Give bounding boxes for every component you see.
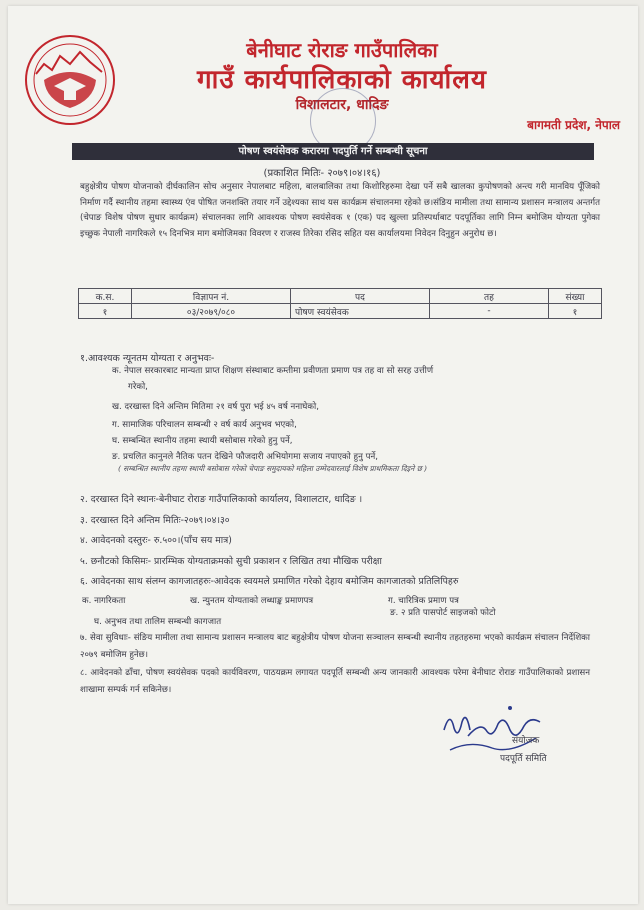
cell-ad-no: ०३/२०७९/०८० [132,304,291,319]
office-name-line1: बेनीघाट रोराङ गाउँपालिका [246,38,438,62]
cell-level: - [430,304,549,319]
selection-method: ५. छनौटको किसिमः- प्रारम्भिक योग्यताक्रमको सुची प्रकाशन र लिखित तथा मौखिक परीक्षा [80,556,382,567]
col-header-level: तह [430,289,549,304]
published-date: (प्रकाशित मितिः- २०७९।०४।१६) [263,168,381,179]
col-header-post: पद [291,289,430,304]
requirement-item: ख. दरखास्त दिने अन्तिम मितिमा २१ वर्ष पुरा भई ४५ वर्ष ननाघेको, [112,402,319,412]
signatory-role: संयोजक [512,736,540,746]
requirement-item: गरेको, [128,382,148,392]
requirements-note: ( सम्बन्धित स्थानीय तहमा स्थायी बसोबास गरेको चेपाङ समुदायको महिला उम्मेदवारलाई विशेष प्राथमिकता दिइने छ ) [118,464,428,473]
table-header-row [79,289,602,304]
document-item: ग. चारित्रिक प्रमाण पत्र [388,596,459,606]
document-item: घ. अनुभव तथा तालिम सम्बन्धी कागजात [94,617,222,627]
requirement-item: क. नेपाल सरकारबाट मान्यता प्राप्त शिक्षण संस्थाबाट कम्तीमा प्रवीणता प्रमाण पत्र तह वा सो सरह उत्तीर्ण [112,366,434,376]
col-header-count: संख्या [549,289,602,304]
document-item: ख. न्युनतम योग्यताको लब्धाङ्क प्रमाणपत्र [190,596,314,606]
col-header-sn: क.स. [79,289,132,304]
requirements-heading: १.आवश्यक न्यूनतम योग्यता र अनुभवः- [80,353,215,364]
document-item: क. नागरिकता [82,596,126,606]
vacancy-table [78,288,602,319]
document-item: ङ. २ प्रति पासपोर्ट साइजको फोटो [390,608,496,618]
application-place: २. दरखास्त दिने स्थानः-बेनीघाट रोराङ गाउँपालिकाको कार्यालय, विशालटार, धादिङ । [80,494,363,505]
signatory-committee: पदपूर्ति समिति [500,754,547,764]
application-fee: ४. आवेदनको दस्तुरः- रु.५००।(पाँच सय मात्र) [80,535,232,546]
requirement-item: ग. सामाजिक परिचालन सम्बन्धी २ वर्ष कार्य अनुभव भएको, [112,420,297,430]
notice-title: पोषण स्वयंसेवक करारमा पदपुर्ति गर्ने सम्बन्धी सूचना [72,143,594,160]
cell-count: १ [549,304,602,319]
requirement-item: ङ. प्रचलित कानुनले नैतिक पतन देखिने फौजदारी अभियोगमा सजाय नपाएको हुनु पर्ने, [112,452,378,462]
application-deadline: ३. दरखास्त दिने अन्तिम मितिः-२०७९।०४।३० [80,515,230,526]
contact-information: ८. आवेदनको ढाँचा, पोषण स्वयंसेवक पदको कार्यविवरण, पाठयक्रम लगायत पदपूर्ति सम्बन्धी अन्य जानकारी आवश्यक परेमा बेनीघाट रोराङ गाउँपालिकाको प्रशासन शाखामा सम्पर्क गर्न सकिनेछ। [80,668,590,695]
col-header-ad-no: विज्ञापन नं. [132,289,291,304]
province-label: बागमती प्रदेश, नेपाल [527,118,620,132]
documents-heading: ६. आवेदनका साथ संलग्न कागजातहरुः-आवेदक स्वयमले प्रमाणित गरेको देहाय बमोजिम कागजातको प्रतिलिपिहरु [80,576,459,587]
office-location: विशालटार, धादिङ [295,97,389,113]
intro-paragraph: बहुक्षेत्रीय पोषण योजनाको दीर्घकालिन सोच अनुसार नेपालबाट महिला, बालबालिका तथा किशोरिहरुमा देखा पर्ने सबै खालका कुपोषणको अन्त्य गरी मानविय पूँजिको निर्माण गर्दै स्थानीय तहमा स्वास्थ्य एंव पोषित जनशक्ति तयार गर्ने उद्देश्यका साथ यस कार्यक्रम संचालनमा रहेको छ।संङिय मामीला तथा सामान्य प्रशासन मन्त्रालय अन्तर्गत (चेपाङ विशेष पोषण सुधार कार्यक्रम) संचालनका लागि आवश्यक पोषण स्वयंसेवक १ (एक) पद खुल्ला प्रतिस्पर्धाबाट पदपूर्तिका लागि निम्न बमोजिम योग्यता पुगेका इच्छुक नेपाली नागरिकले १५ दिनभित्र माग बमोजिमका विवरण र राजस्व तिरेका रसिद सहित यस कार्यालयमा निवेदन दिनुहुन अनुरोध छ। [80,182,600,239]
office-name-line2: गाउँ कार्यपालिकाको कार्यालय [197,65,487,95]
requirement-item: घ. सम्बन्धित स्थानीय तहमा स्थायी बसोबास गरेको हुनु पर्ने, [112,436,293,446]
cell-sn: १ [79,304,132,319]
table-row [79,304,602,319]
cell-post: पोषण स्वयंसेवक [291,304,430,319]
service-benefits: ७. सेवा सुविधाः- संङिय मामीला तथा सामान्य प्रशासन मन्त्रालय बाट बहुक्षेत्रीय पोषण योजना सञ्चालन सम्बन्धी स्थानीय तहतहरुमा भएको कार्यक्रम संचालन निर्देशिका २०७९ बमोजिम हुनेछ। [80,633,590,660]
